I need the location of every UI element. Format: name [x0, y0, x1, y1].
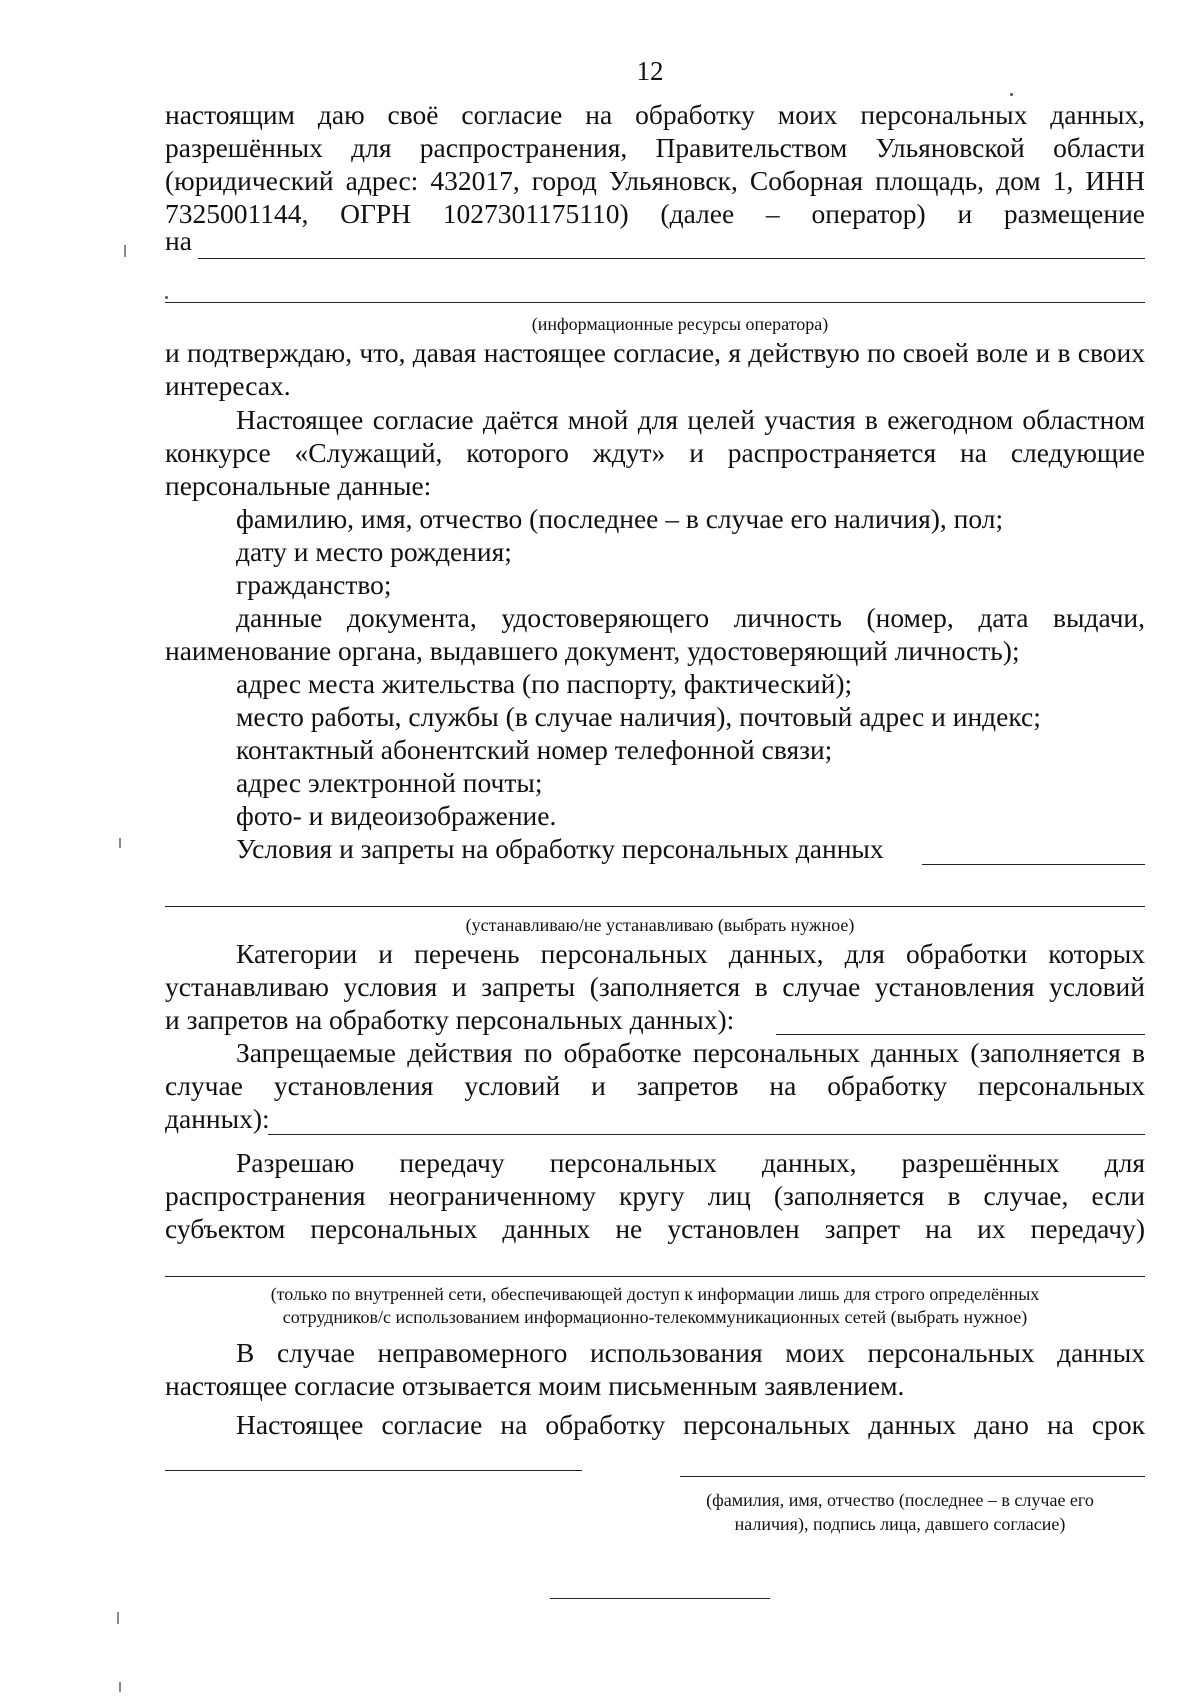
closing-separator — [550, 1598, 770, 1599]
paragraph-consent-tail: на — [165, 225, 192, 256]
list-item: фото- и видеоизображение. — [236, 800, 557, 831]
paragraph-transfer: Разрешаю передачу персональных данных, разрешённых для распространения неограниченному кругу лиц (заполняется в случае, если субъектом персональных данных не установлен запрет на их передачу) — [165, 1147, 1145, 1244]
scan-mark — [119, 1682, 121, 1692]
scan-mark — [119, 838, 121, 848]
paragraph-consent-intro: настоящим даю своё согласие на обработку моих персональных данных, разрешённых для распространения, Правительством Ульяновской области (юридический адрес: 432017, город Ульяновск, Соборная площадь, дом 1, ИНН 7325001144, ОГРН 1027301175110) (далее – оператор) и размещение — [165, 99, 1145, 229]
fill-line — [165, 906, 1145, 907]
list-item: фамилию, имя, отчество (последнее – в случае его наличия), пол; — [236, 503, 1004, 534]
signature-line — [680, 1476, 1145, 1477]
scan-dot — [165, 296, 168, 299]
list-item: гражданство; — [236, 569, 392, 600]
fill-line — [198, 258, 1145, 259]
date-line — [165, 1470, 582, 1471]
caption-signature-1: (фамилия, имя, отчество (последнее – в случае его — [706, 1490, 1094, 1510]
list-item: данные документа, удостоверяющего личность (номер, дата выдачи, наименование органа, выдавшего документ, удостоверяющий личность); — [165, 602, 1145, 666]
caption-network-2: сотрудников/с использованием информационно-телекоммуникационных сетей (выбрать нужное) — [282, 1307, 1028, 1327]
fill-line — [165, 1276, 1145, 1277]
paragraph-categories-tail: и запретов на обработку персональных данных): — [165, 1004, 735, 1035]
list-item: контактный абонентский номер телефонной связи; — [236, 734, 833, 765]
list-item: адрес электронной почты; — [236, 767, 543, 798]
paragraph-purpose: Настоящее согласие даётся мной для целей участия в ежегодном областном конкурсе «Служащий, которого ждут» и распространяется на следующие персональные данные: — [165, 404, 1145, 501]
page-number: 12 — [636, 56, 664, 86]
conditions-label: Условия и запреты на обработку персональных данных — [236, 833, 884, 864]
caption-conditions: (устанавливаю/не устанавливаю (выбрать нужное) — [465, 915, 855, 935]
list-item: адрес места жительства (по паспорту, фактический); — [236, 668, 853, 699]
scan-mark — [124, 245, 126, 257]
caption-signature-2: наличия), подпись лица, давшего согласие) — [734, 1514, 1066, 1534]
paragraph-own-will: и подтверждаю, что, давая настоящее согласие, я действую по своей воле и в своих интересах. — [165, 337, 1145, 401]
caption-resources: (информационные ресурсы оператора) — [531, 314, 829, 334]
fill-line — [165, 302, 1145, 303]
scan-dot — [1010, 93, 1013, 96]
fill-line — [922, 864, 1145, 865]
scan-mark — [117, 1612, 119, 1624]
list-item: дату и место рождения; — [236, 536, 512, 567]
paragraph-prohibited-tail: данных): — [165, 1103, 270, 1134]
paragraph-categories: Категории и перечень персональных данных, для обработки которых устанавливаю условия и запреты (заполняется в случае установления условий — [165, 938, 1145, 1002]
paragraph-prohibited: Запрещаемые действия по обработке персональных данных (заполняется в случае установления условий и запретов на обработку персональных — [165, 1037, 1145, 1101]
paragraph-revoke: В случае неправомерного использования моих персональных данных настоящее согласие отзывается моим письменным заявлением. — [165, 1337, 1145, 1401]
list-item: место работы, службы (в случае наличия), почтовый адрес и индекс; — [236, 701, 1041, 732]
fill-line — [776, 1034, 1145, 1035]
caption-network-1: (только по внутренней сети, обеспечивающей доступ к информации лишь для строго определённых — [270, 1284, 1040, 1304]
fill-line — [268, 1134, 1145, 1135]
paragraph-term: Настоящее согласие на обработку персональных данных дано на срок — [236, 1409, 1145, 1440]
